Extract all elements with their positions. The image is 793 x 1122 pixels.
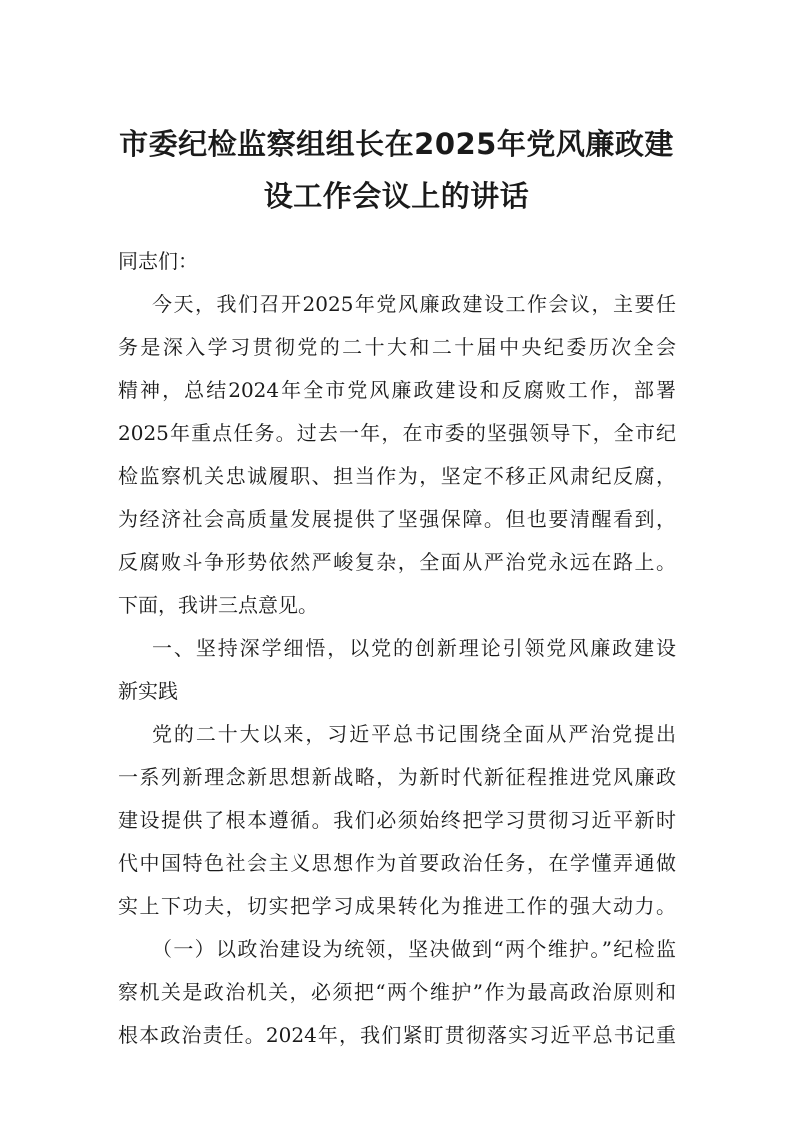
- paragraph-line: 反腐败斗争形势依然严峻复杂，全面从严治党永远在路上。: [118, 550, 676, 574]
- paragraph-line: 代中国特色社会主义思想作为首要政治任务，在学懂弄通做: [118, 851, 676, 875]
- salutation: 同志们：: [118, 249, 198, 273]
- paragraph-line: 根本政治责任。2024年，我们紧盯贯彻落实习近平总书记重: [118, 1023, 676, 1047]
- paragraph-line: 今天，我们召开2025年党风廉政建设工作会议，主要任: [152, 292, 676, 316]
- subsection-line: （一）以政治建设为统领，坚决做到“两个维护。”纪检监: [152, 937, 676, 961]
- paragraph-line: 察机关是政治机关，必须把“两个维护”作为最高政治原则和: [118, 980, 676, 1004]
- paragraph-line: 精神，总结2024年全市党风廉政建设和反腐败工作，部署: [118, 378, 676, 402]
- paragraph-line: 2025年重点任务。过去一年，在市委的坚强领导下，全市纪: [118, 421, 676, 445]
- document-title-line-2: 设工作会议上的讲话: [263, 179, 530, 213]
- paragraph-line: 下面，我讲三点意见。: [118, 593, 318, 617]
- paragraph-line: 一系列新理念新思想新战略，为新时代新征程推进党风廉政: [118, 765, 676, 789]
- paragraph-line: 务是深入学习贯彻党的二十大和二十届中央纪委历次全会: [118, 335, 676, 359]
- paragraph-line: 检监察机关忠诚履职、担当作为，坚定不移正风肃纪反腐，: [118, 464, 676, 488]
- document-title-line-1: 市委纪检监察组组长在2025年党风廉政建: [119, 127, 674, 161]
- paragraph-line: 实上下功夫，切实把学习成果转化为推进工作的强大动力。: [118, 894, 676, 918]
- paragraph-line: 党的二十大以来，习近平总书记围绕全面从严治党提出: [152, 722, 676, 746]
- paragraph-line: 为经济社会高质量发展提供了坚强保障。但也要清醒看到，: [118, 507, 676, 531]
- section-heading-line: 新实践: [118, 679, 178, 703]
- section-heading-line: 一、坚持深学细悟，以党的创新理论引领党风廉政建设: [152, 636, 676, 660]
- paragraph-line: 建设提供了根本遵循。我们必须始终把学习贯彻习近平新时: [118, 808, 676, 832]
